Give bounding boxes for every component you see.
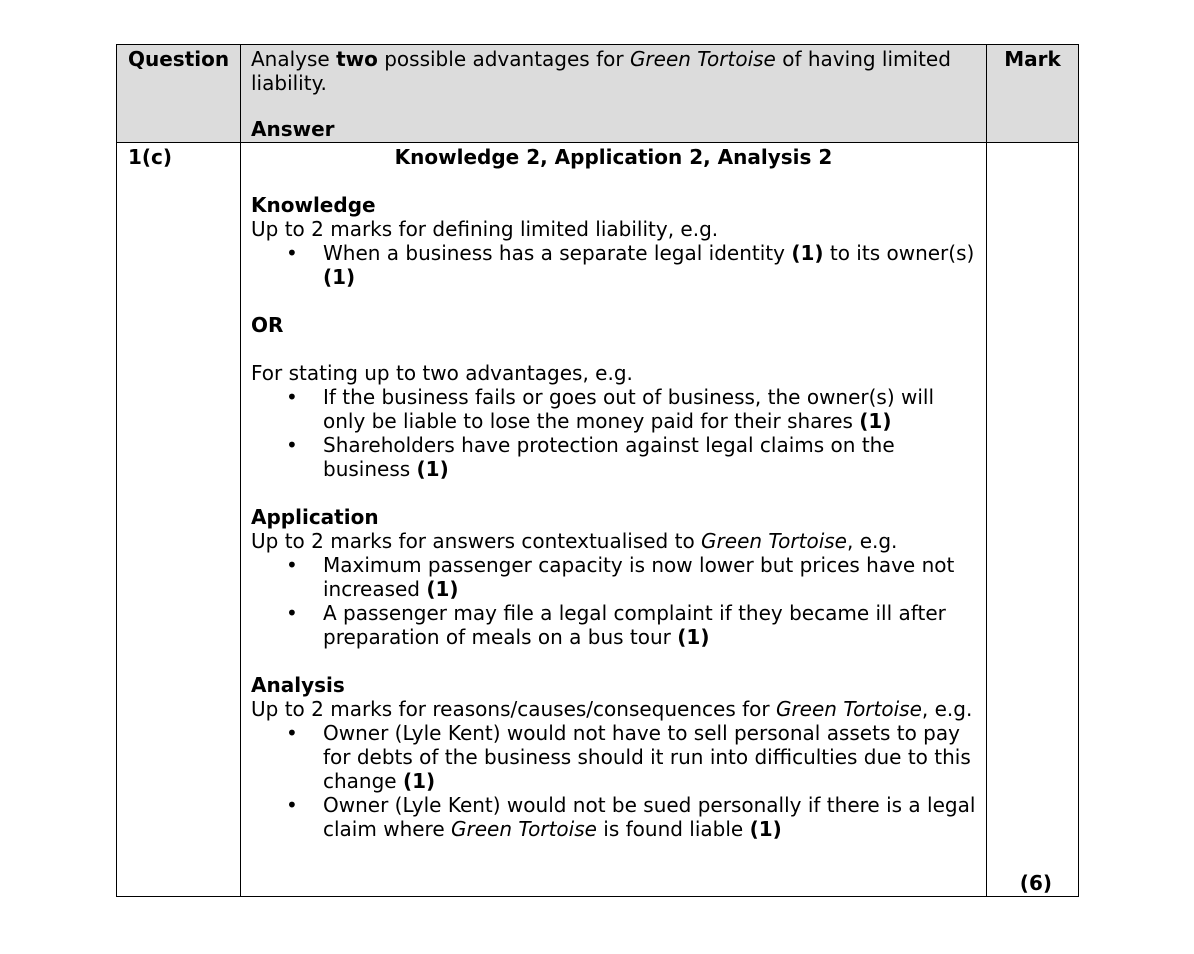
question-label: Question: [128, 47, 230, 71]
answer-label: Answer: [251, 117, 335, 141]
mark-cell: [987, 143, 1079, 897]
header-row: [117, 45, 1079, 143]
or-label: OR: [251, 313, 284, 337]
stating-list: [251, 385, 976, 481]
application-list: [251, 553, 976, 649]
list-item: • Shareholders have protection against legal claims on the business (1): [323, 433, 976, 481]
question-number: 1(c): [128, 145, 173, 169]
assessment-criteria: Knowledge 2, Application 2, Analysis 2: [394, 145, 833, 169]
mark-header-cell: [987, 45, 1079, 143]
application-title: Application: [251, 505, 379, 529]
analysis-intro: Up to 2 marks for reasons/causes/consequences for Green Tortoise, e.g.: [251, 697, 973, 721]
mark-label: Mark: [1004, 47, 1061, 71]
application-intro: Up to 2 marks for answers contextualised to Green Tortoise, e.g.: [251, 529, 898, 553]
list-item: • Owner (Lyle Kent) would not be sued personally if there is a legal claim where Green Tortoise is found liable (1): [323, 793, 976, 841]
knowledge-list: [251, 241, 976, 289]
question-number-cell: [117, 143, 241, 897]
answer-content-cell: [241, 143, 987, 897]
question-text: Analyse two possible advantages for Green Tortoise of having limited liability. Answer: [241, 45, 986, 141]
list-item: • Owner (Lyle Kent) would not have to sell personal assets to pay for debts of the business should it run into difficulties due to this change (1): [323, 721, 976, 793]
list-item: • Maximum passenger capacity is now lower but prices have not increased (1): [323, 553, 976, 601]
list-item: • A passenger may file a legal complaint if they became ill after preparation of meals on a bus tour (1): [323, 601, 976, 649]
analysis-list: [251, 721, 976, 841]
total-mark: (6): [1019, 871, 1052, 895]
mark-scheme-table: [116, 44, 1079, 897]
list-item: • When a business has a separate legal identity (1) to its owner(s) (1): [323, 241, 976, 289]
knowledge-intro: Up to 2 marks for defining limited liability, e.g.: [251, 217, 719, 241]
stating-intro: For stating up to two advantages, e.g.: [251, 361, 633, 385]
analysis-title: Analysis: [251, 673, 345, 697]
answer-row: [117, 143, 1079, 897]
knowledge-title: Knowledge: [251, 193, 376, 217]
question-header-cell: [117, 45, 241, 143]
question-text-cell: [241, 45, 987, 143]
list-item: • If the business fails or goes out of business, the owner(s) will only be liable to lose the money paid for their shares (1): [323, 385, 976, 433]
